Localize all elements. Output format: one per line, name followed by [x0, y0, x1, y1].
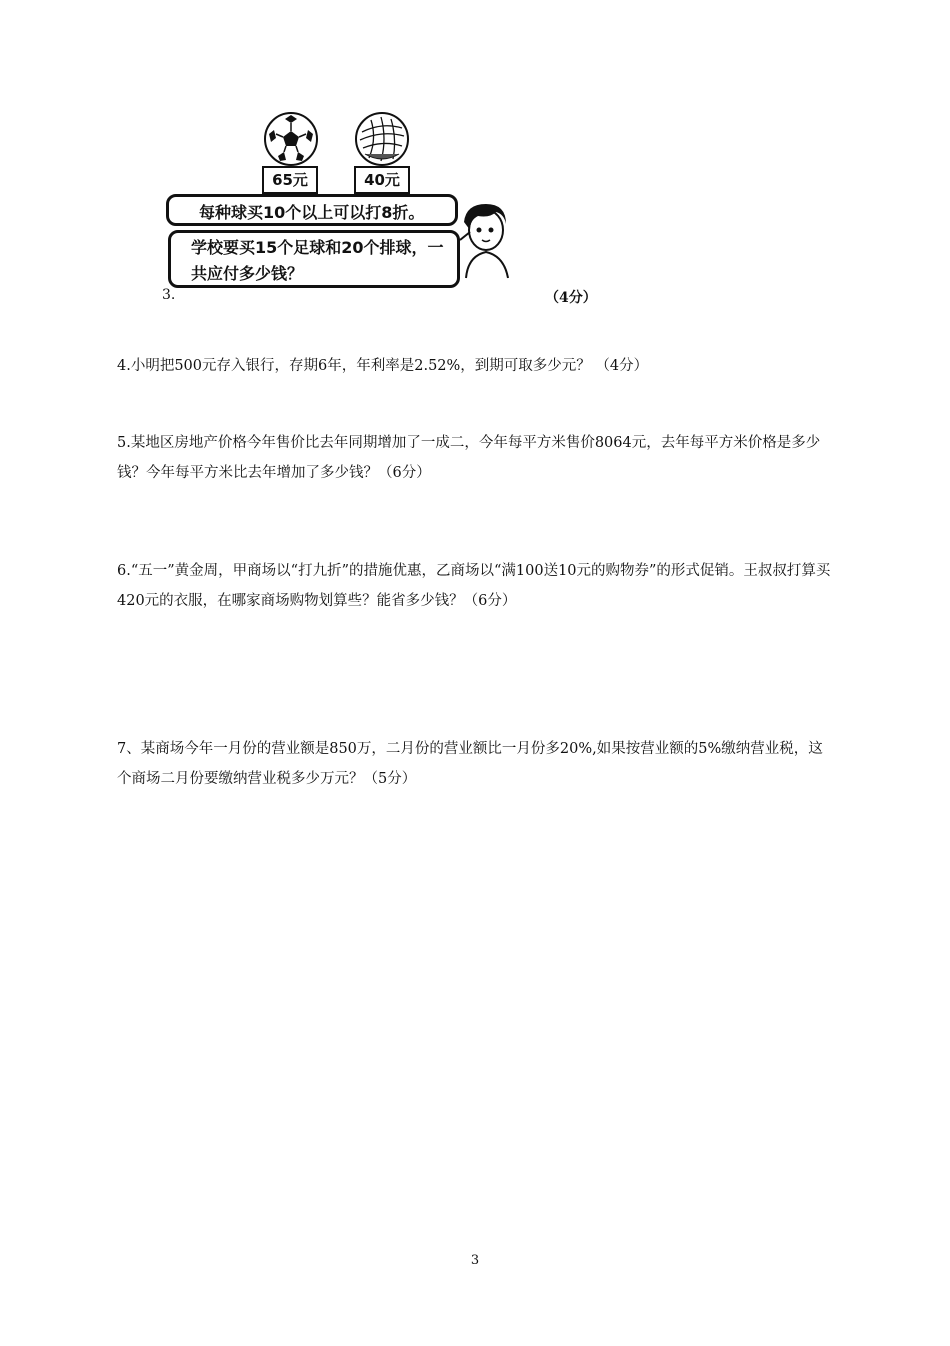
question-7: 7、某商场今年一月份的营业额是850万，二月份的营业额比一月份多20%,如果按营业额的5%缴纳营业税，这个商场二月份要缴纳营业税多少万元？（5分）	[117, 741, 823, 787]
question-6: 6.“五一”黄金周，甲商场以“打九折”的措施优惠，乙商场以“满100送10元的购物券”的形式促销。王叔叔打算买420元的衣服，在哪家商场购物划算些？能省多少钱？（6分）	[117, 563, 831, 609]
question-speech-bubble: 学校要买15个足球和20个排球，一共应付多少钱？	[168, 230, 460, 288]
question-3-score: （4分）	[545, 290, 597, 306]
soccer-ball-icon	[264, 112, 318, 166]
soccer-price-label: 65元	[262, 166, 318, 194]
question-5: 5.某地区房地产价格今年售价比去年同期增加了一成二，今年每平方米售价8064元，去年每平方米价格是多少钱？今年每平方米比去年增加了多少钱？（6分）	[117, 435, 821, 481]
boy-avatar-icon	[456, 200, 516, 280]
question-4: 4.小明把500元存入银行，存期6年，年利率是2.52%，到期可取多少元？ （4分）	[117, 358, 649, 374]
volleyball-icon	[355, 112, 409, 166]
discount-speech-bubble: 每种球买10个以上可以打8折。	[166, 194, 458, 226]
question-3-figure	[166, 108, 516, 288]
question-3-number: 3.	[162, 287, 176, 303]
volleyball-price-label: 40元	[354, 166, 410, 194]
page-number: 3	[470, 1253, 480, 1268]
